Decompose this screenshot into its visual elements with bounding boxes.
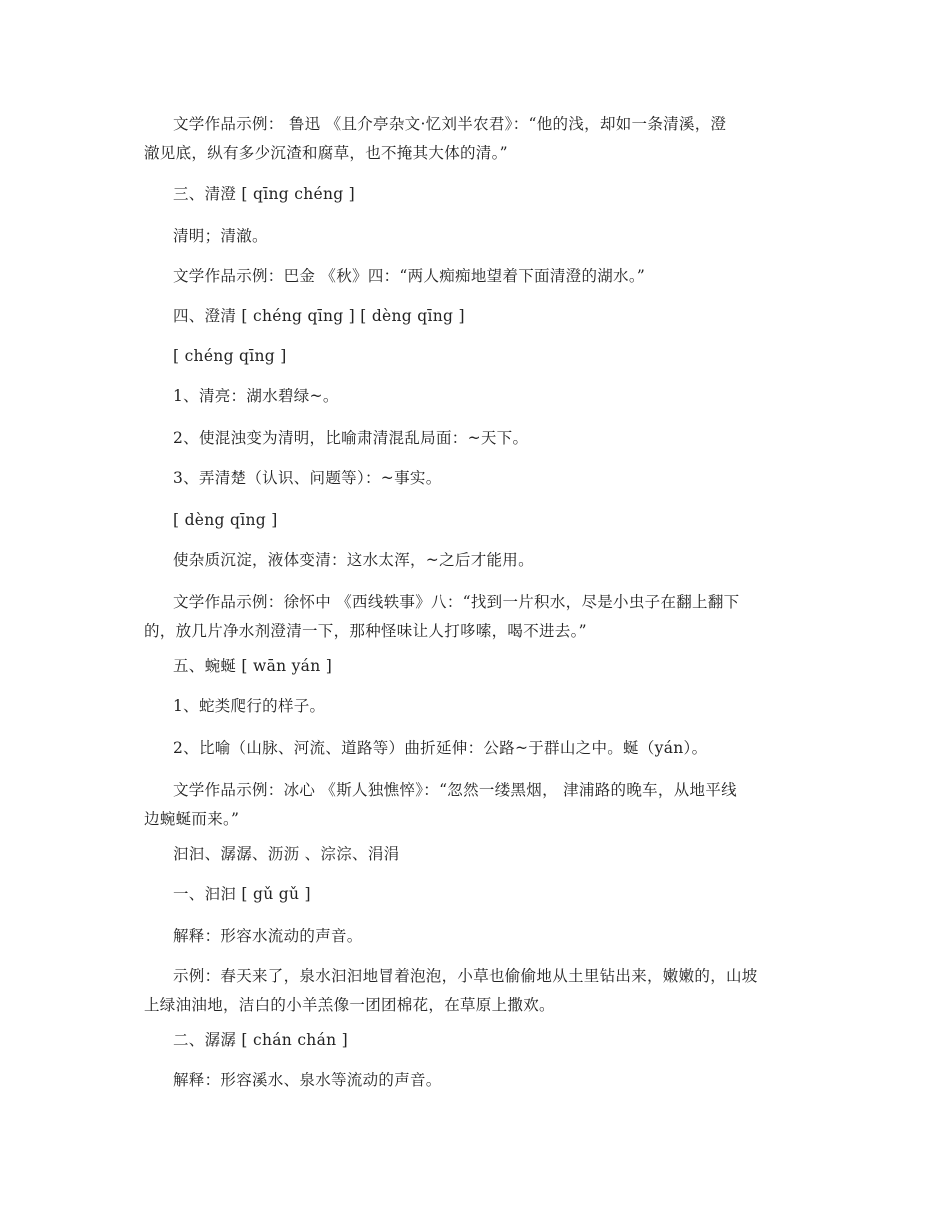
paragraph <box>173 464 788 493</box>
paragraph <box>173 734 788 763</box>
text-line: 示例：春天来了，泉水汩汩地冒着泡泡，小草也偷偷地从土里钻出来，嫩嫩的，山坡 <box>173 967 758 985</box>
text-line: 三、清澄 [ qīng chéng ] <box>173 185 356 203</box>
text-line: 解释：形容溪水、泉水等流动的声音。 <box>173 1071 442 1089</box>
paragraph <box>173 222 788 251</box>
paragraph <box>173 424 788 453</box>
paragraph <box>173 840 788 869</box>
text-line: 文学作品示例：冰心 《斯人独憔悴》：“忽然一缕黑烟， 津浦路的晚车，从地平线 <box>173 781 737 799</box>
paragraph <box>173 1026 788 1055</box>
text-line: 五、蜿蜒 [ wān yán ] <box>173 657 333 675</box>
text-line: 使杂质沉淀，液体变清：这水太浑，~之后才能用。 <box>173 551 534 569</box>
text-line: 文学作品示例：巴金 《秋》四：“两人痴痴地望着下面清澄的湖水。” <box>173 267 646 285</box>
text-line: 上绿油油地，洁白的小羊羔像一团团棉花，在草原上撒欢。 <box>144 996 555 1014</box>
paragraph <box>173 692 788 721</box>
text-line: 一、汩汩 [ gǔ gǔ ] <box>173 885 311 903</box>
paragraph <box>144 110 788 168</box>
text-line: 文学作品示例：徐怀中 《西线轶事》八：“找到一片积水，尽是小虫子在翻上翻下 <box>173 593 740 611</box>
text-line: 的，放几片净水剂澄清一下，那种怪味让人打哆嗦，喝不进去。” <box>144 622 587 640</box>
paragraph <box>173 546 788 575</box>
text-line: 澈见底，纵有多少沉渣和腐草，也不掩其大体的清。” <box>144 144 508 162</box>
text-line: 2、使混浊变为清明，比喻肃清混乱局面：~天下。 <box>173 429 529 447</box>
text-line: 四、澄清 [ chéng qīng ] [ dèng qīng ] <box>173 307 465 325</box>
paragraph <box>173 922 788 951</box>
paragraph <box>173 262 788 291</box>
text-line: 1、蛇类爬行的样子。 <box>173 697 326 715</box>
paragraph <box>173 652 788 681</box>
paragraph <box>173 382 788 411</box>
paragraph <box>173 180 788 209</box>
text-line: [ chéng qīng ] <box>173 347 287 365</box>
text-line: 文学作品示例： 鲁迅 《且介亭杂文·忆刘半农君》：“他的浅，却如一条清溪，澄 <box>173 115 727 133</box>
paragraph <box>173 1066 788 1095</box>
text-line: 清明；清澈。 <box>173 227 268 245</box>
text-line: [ dèng qīng ] <box>173 511 278 529</box>
paragraph <box>144 776 788 834</box>
paragraph <box>173 880 788 909</box>
text-line: 二、潺潺 [ chán chán ] <box>173 1031 348 1049</box>
paragraph <box>144 588 788 646</box>
text-line: 2、比喻（山脉、河流、道路等）曲折延伸：公路~于群山之中。蜒（yán）。 <box>173 739 708 757</box>
paragraph <box>173 302 788 331</box>
text-line: 汩汩、潺潺、沥沥 、淙淙、涓涓 <box>173 845 400 863</box>
paragraph <box>173 342 788 371</box>
text-line: 1、清亮：湖水碧绿~。 <box>173 387 339 405</box>
text-line: 3、弄清楚（认识、问题等）：~事实。 <box>173 469 442 487</box>
paragraph <box>173 506 788 535</box>
paragraph <box>144 962 788 1020</box>
text-line: 边蜿蜒而来。” <box>144 810 240 828</box>
text-line: 解释：形容水流动的声音。 <box>173 927 363 945</box>
